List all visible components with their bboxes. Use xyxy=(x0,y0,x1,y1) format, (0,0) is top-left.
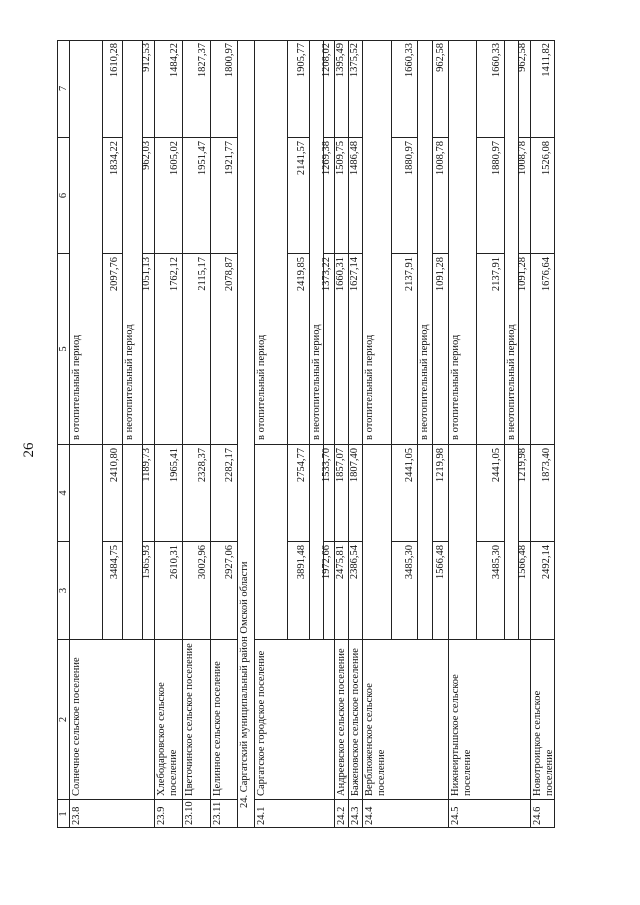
value-col-7: 912,53 xyxy=(143,40,155,138)
row-number: 24.4 xyxy=(364,806,375,825)
table-row xyxy=(349,40,363,828)
period-label: в неотопительный период xyxy=(505,40,519,445)
value-col-6: 1008,78 xyxy=(433,138,449,254)
value-col-6: 962,03 xyxy=(143,138,155,254)
value-col-4: 2754,77 xyxy=(288,445,310,542)
value-col-3: 2492,14 xyxy=(531,542,555,640)
table-row xyxy=(238,40,255,828)
page-number: 26 xyxy=(21,442,37,458)
value-col-3: 2927,06 xyxy=(211,542,238,640)
settlement-name: Новотроицкое сельское поселение xyxy=(531,640,555,800)
row-number xyxy=(392,800,418,828)
value-col-4: 1857,07 xyxy=(335,445,349,542)
value-col-3: 2610,31 xyxy=(155,542,183,640)
row-number xyxy=(288,800,310,828)
value-col-3: 1972,66 xyxy=(324,542,335,640)
value-col-4: 1807,40 xyxy=(349,445,363,542)
row-number xyxy=(143,800,155,828)
table-row xyxy=(103,40,123,828)
column-header-2: 2 xyxy=(57,640,69,800)
table-row-content xyxy=(335,40,349,828)
table-row xyxy=(531,40,555,828)
settlement-name xyxy=(324,640,335,800)
settlement-name: Саргатское городское поселение xyxy=(255,640,288,800)
row-number xyxy=(418,800,433,828)
value-col-7: 962,58 xyxy=(433,40,449,138)
table-row xyxy=(183,40,211,828)
value-col-6: 1834,22 xyxy=(103,138,123,254)
table-row xyxy=(449,40,477,828)
value-col-6: 1526,08 xyxy=(531,138,555,254)
period-label: в отопительный период xyxy=(449,40,477,445)
value-col-7: 1660,33 xyxy=(477,40,505,138)
table-row-content xyxy=(288,40,310,828)
period-label: в отопительный период xyxy=(255,40,288,445)
settlement-name: Цветочинское сельское поселение xyxy=(183,640,211,800)
row-number: 23.11 xyxy=(211,800,238,828)
row-number: 24.3 xyxy=(349,800,363,828)
value-col-3: 1566,48 xyxy=(433,542,449,640)
column-header-1: 1 xyxy=(58,811,69,817)
value-col-7: 962,58 xyxy=(519,40,531,138)
value-col-6: 1509,75 xyxy=(335,138,349,254)
row-number: 24.2 xyxy=(335,800,349,828)
value-col-5: 2419,85 xyxy=(288,254,310,445)
table-row xyxy=(519,40,531,828)
settlement-name: Верблюженское сельское поселение xyxy=(363,640,392,800)
table-row-content xyxy=(392,40,418,828)
settlement-name xyxy=(310,640,324,800)
period-label: в неотопительный период xyxy=(418,40,433,445)
settlement-name: Солнечное сельское поселение xyxy=(70,640,103,800)
settlement-name: Нижнеиртышское сельское поселение xyxy=(449,640,477,800)
table-row-content xyxy=(363,40,392,828)
column-header-7: 7 xyxy=(57,40,69,138)
value-col-5: 1051,13 xyxy=(143,254,155,445)
settlement-name xyxy=(123,640,143,800)
table-row xyxy=(255,40,288,828)
table-row xyxy=(70,40,103,828)
value-col-7: 1375,52 xyxy=(349,40,363,138)
value-col-6: 1605,02 xyxy=(155,138,183,254)
value-col-7: 1484,22 xyxy=(155,40,183,138)
rotated-table xyxy=(57,40,555,828)
table-row-content xyxy=(70,40,103,828)
value-col-6: 1880,97 xyxy=(392,138,418,254)
table-row-content xyxy=(255,40,288,828)
value-col-3: 1565,93 xyxy=(143,542,155,640)
table-row xyxy=(418,40,433,828)
value-col-3: 3485,30 xyxy=(477,542,505,640)
value-col-3: 3484,75 xyxy=(103,542,123,640)
table-row xyxy=(363,40,392,828)
settlement-name xyxy=(392,640,418,800)
settlement-name xyxy=(519,640,531,800)
row-number: 23.9 xyxy=(155,800,183,828)
value-col-5: 1373,22 xyxy=(324,254,335,445)
settlement-name: Андреевское сельское поселение xyxy=(335,640,349,800)
column-header-6: 6 xyxy=(57,138,69,254)
settlement-name xyxy=(418,640,433,800)
row-number xyxy=(103,800,123,828)
value-col-6: 1008,78 xyxy=(519,138,531,254)
column-header-5: 5 xyxy=(57,254,69,445)
empty-cell xyxy=(123,445,143,640)
value-col-5: 1660,31 xyxy=(335,254,349,445)
value-col-4: 1219,98 xyxy=(519,445,531,542)
settlement-name xyxy=(143,640,155,800)
table-row xyxy=(123,40,143,828)
table-row-content xyxy=(183,40,211,828)
empty-cell xyxy=(363,445,392,640)
value-col-7: 1660,33 xyxy=(392,40,418,138)
value-col-7: 1905,77 xyxy=(288,40,310,138)
settlement-name xyxy=(433,640,449,800)
header-row xyxy=(57,40,70,828)
value-col-4: 1219,98 xyxy=(433,445,449,542)
period-label: в неотопительный период xyxy=(310,40,324,445)
settlement-name: Хлебодаровское сельское поселение xyxy=(155,640,183,800)
value-col-5: 1091,28 xyxy=(519,254,531,445)
value-col-7: 1610,28 xyxy=(103,40,123,138)
value-col-4: 2441,05 xyxy=(392,445,418,542)
value-col-7: 1827,37 xyxy=(183,40,211,138)
table-row-content xyxy=(211,40,238,828)
table-row-content xyxy=(321,40,335,828)
table-row-content xyxy=(531,40,555,828)
value-col-3: 2475,81 xyxy=(335,542,349,640)
value-col-4: 2328,37 xyxy=(183,445,211,542)
row-number xyxy=(505,800,519,828)
value-col-3: 3002,96 xyxy=(183,542,211,640)
row-number xyxy=(324,800,335,828)
table-row xyxy=(433,40,449,828)
value-col-4: 1873,40 xyxy=(531,445,555,542)
table-row xyxy=(288,40,310,828)
period-label: в отопительный период xyxy=(363,40,392,445)
settlement-name xyxy=(477,640,505,800)
table-row xyxy=(211,40,238,828)
value-col-6: 1486,48 xyxy=(349,138,363,254)
table-row xyxy=(321,40,335,828)
empty-cell xyxy=(255,445,288,640)
period-label: в неотопительный период xyxy=(123,40,143,445)
column-header-3: 3 xyxy=(57,542,69,640)
value-col-6: 1921,77 xyxy=(211,138,238,254)
value-col-4: 2410,80 xyxy=(103,445,123,542)
row-number xyxy=(519,800,531,828)
row-number xyxy=(477,800,505,828)
value-col-5: 2115,17 xyxy=(183,254,211,445)
value-col-6: 2141,57 xyxy=(288,138,310,254)
table-row-content xyxy=(238,40,255,828)
settlement-name xyxy=(103,640,123,800)
table-row xyxy=(143,40,155,828)
value-col-4: 1533,70 xyxy=(324,445,335,542)
table-row-content xyxy=(519,40,531,828)
table-row-content xyxy=(449,40,477,828)
value-col-4: 1189,73 xyxy=(143,445,155,542)
value-col-7: 1800,97 xyxy=(211,40,238,138)
value-col-5: 2097,76 xyxy=(103,254,123,445)
value-col-3: 1566,48 xyxy=(519,542,531,640)
settlement-name: Баженовское сельское поселение xyxy=(349,640,363,800)
value-col-5: 1091,28 xyxy=(433,254,449,445)
value-col-5: 1762,12 xyxy=(155,254,183,445)
value-col-3: 3891,48 xyxy=(288,542,310,640)
value-col-6: 1951,47 xyxy=(183,138,211,254)
table-row-content xyxy=(433,40,449,828)
settlement-name xyxy=(505,640,519,800)
table-row-content xyxy=(477,40,505,828)
value-col-4: 1965,41 xyxy=(155,445,183,542)
table-row-content xyxy=(155,40,183,828)
value-col-5: 2137,91 xyxy=(477,254,505,445)
row-number: 24.5 xyxy=(450,806,461,825)
table-row xyxy=(155,40,183,828)
value-col-5: 1676,64 xyxy=(531,254,555,445)
row-number: 23.10 xyxy=(183,800,211,828)
value-col-5: 2078,87 xyxy=(211,254,238,445)
table-row-content xyxy=(418,40,433,828)
table-row-content xyxy=(349,40,363,828)
value-col-4: 2282,17 xyxy=(211,445,238,542)
value-col-6: 1269,38 xyxy=(324,138,335,254)
value-col-5: 2137,91 xyxy=(392,254,418,445)
empty-cell xyxy=(449,445,477,640)
row-number: 24.1 xyxy=(256,806,267,825)
settlement-name xyxy=(288,640,310,800)
table-row-content xyxy=(123,40,143,828)
value-col-7: 1208,02 xyxy=(324,40,335,138)
row-number xyxy=(310,800,324,828)
value-col-5: 1627,14 xyxy=(349,254,363,445)
column-header-4: 4 xyxy=(57,445,69,542)
section-title: 24. Саргатский муниципальный район Омской области xyxy=(239,561,250,808)
value-col-7: 1395,49 xyxy=(335,40,349,138)
settlement-name: Целинное сельское поселение xyxy=(211,640,238,800)
table-row xyxy=(335,40,349,828)
table-row-content xyxy=(103,40,123,828)
value-col-3: 2386,54 xyxy=(349,542,363,640)
row-number: 23.8 xyxy=(71,806,82,825)
header-row-content xyxy=(57,40,70,828)
row-number xyxy=(123,800,143,828)
period-label: в отопительный период xyxy=(70,40,103,445)
empty-cell xyxy=(70,445,103,640)
value-col-6: 1880,97 xyxy=(477,138,505,254)
value-col-7: 1411,82 xyxy=(531,40,555,138)
table-row xyxy=(477,40,505,828)
value-col-4: 2441,05 xyxy=(477,445,505,542)
row-number xyxy=(433,800,449,828)
table-row-content xyxy=(143,40,155,828)
empty-cell xyxy=(418,445,433,640)
value-col-3: 3485,30 xyxy=(392,542,418,640)
row-number: 24.6 xyxy=(531,800,555,828)
table-row xyxy=(392,40,418,828)
